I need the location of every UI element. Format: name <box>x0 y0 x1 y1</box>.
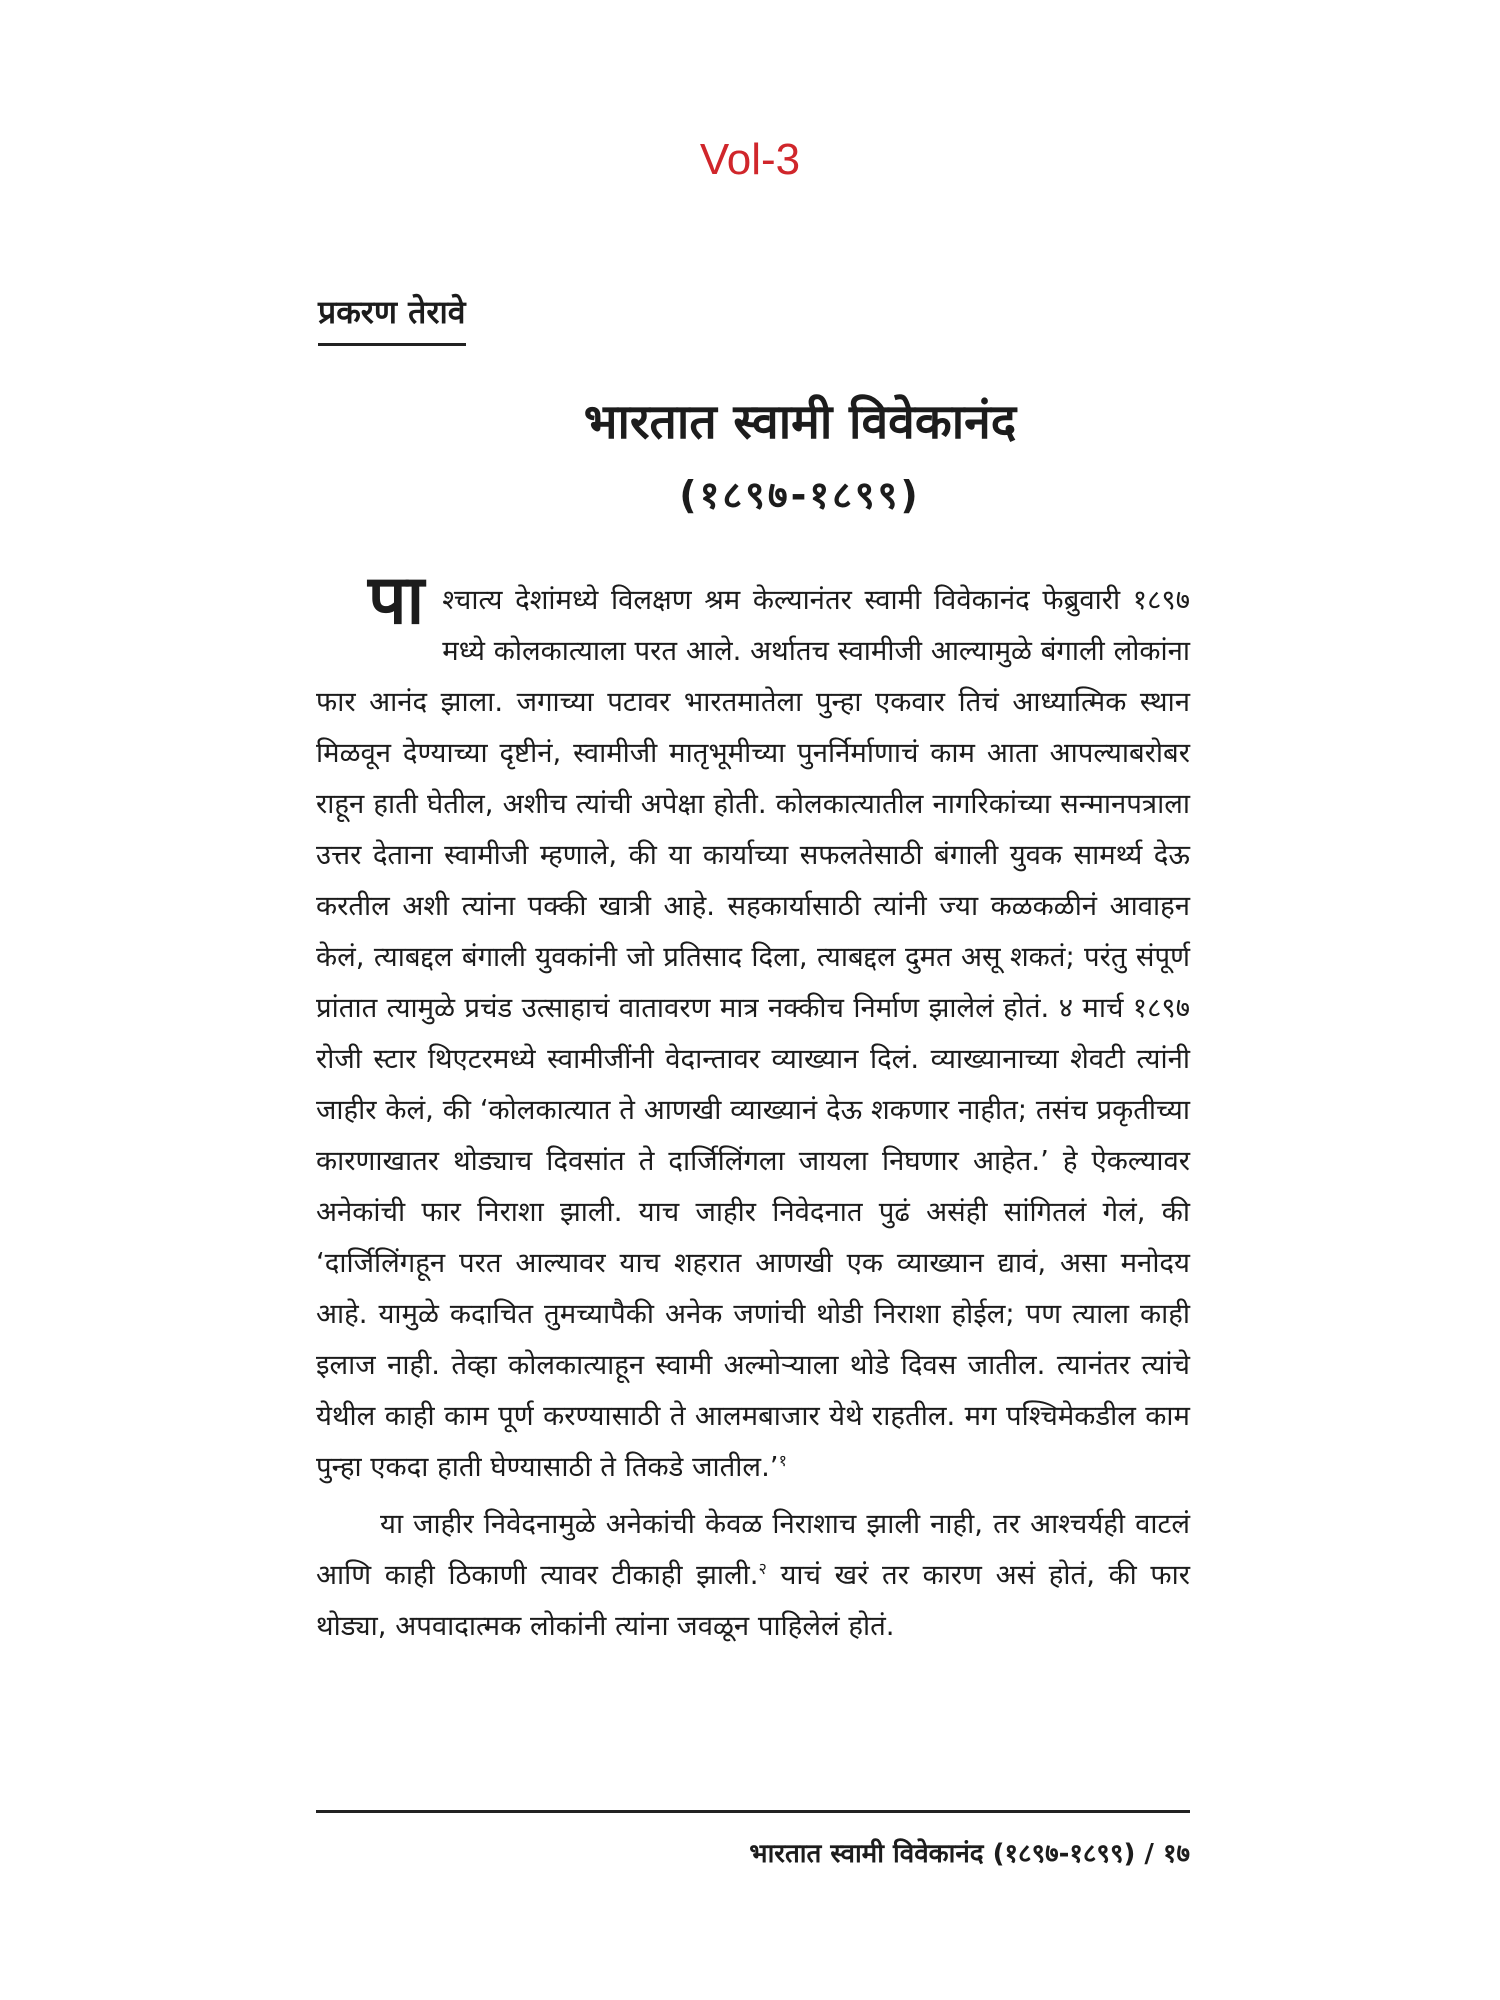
chapter-title: भारतात स्वामी विवेकानंद <box>583 394 1017 450</box>
chapter-label: प्रकरण तेरावे <box>318 290 466 346</box>
paragraph-2-text-b: याचं खरं तर कारण असं होतं, की फार थोड्या, अपवादात्मक लोकांनी त्यांना जवळून पाहिलेलं होतं. <box>316 1559 1191 1642</box>
footnote-marker-1: १ <box>778 1450 787 1470</box>
body-text <box>316 561 1191 1652</box>
running-footer: भारतात स्वामी विवेकानंद (१८९७-१८९९) / १७ <box>749 1839 1190 1869</box>
paragraph-1-text: श्चात्य देशांमध्ये विलक्षण श्रम केल्यानंतर स्वामी विवेकानंद फेब्रुवारी १८९७ मध्ये कोलकात्याला परत आले. अर्थातच स्वामीजी आल्यामुळे बंगाली लोकांना फार आनंद झाला. जगाच्या पटावर भारतमातेला पुन्हा एकवार तिचं आध्यात्मिक स्थान मिळवून देण्याच्या दृष्टीनं, स्वामीजी मातृभूमीच्या पुनर्निर्माणाचं काम आता आपल्याबरोबर राहून हाती घेतील, अशीच त्यांची अपेक्षा होती. कोलकात्यातील नागरिकांच्या सन्मानपत्राला उत्तर देताना स्वामीजी म्हणाले, की या कार्याच्या सफलतेसाठी बंगाली युवक सामर्थ्य देऊ करतील अशी त्यांना पक्की खात्री आहे. सहकार्यासाठी त्यांनी ज्या कळकळीनं आवाहन केलं, त्याबद्दल बंगाली युवकांनी जो प्रतिसाद दिला, त्याबद्दल दुमत असू शकतं; परंतु संपूर्ण प्रांतात त्यामुळे प्रचंड उत्साहाचं वातावरण मात्र नक्कीच निर्माण झालेलं होतं. ४ मार्च १८९७ रोजी स्टार थिएटरमध्ये स्वामीजींनी वेदान्तावर व्याख्यान दिलं. व्याख्यानाच्या शेवटी त्यांनी जाहीर केलं, की ‘कोलकात्यात ते आणखी व्याख्यानं देऊ शकणार नाहीत; तसंच प्रकृतीच्या कारणाखातर थोड्याच दिवसांत ते दार्जिलिंगला जायला निघणार आहेत.’ हे ऐकल्यावर अनेकांची फार निराशा झाली. याच जाहीर निवेदनात पुढं असंही सांगितलं गेलं, की ‘दार्जिलिंगहून परत आल्यावर याच शहरात आणखी एक व्याख्यान द्यावं, असा मनोदय आहे. यामुळे कदाचित तुमच्यापैकी अनेक जणांची थोडी निराशा होईल; पण त्याला काही इलाज नाही. तेव्हा कोलकात्याहून स्वामी अल्मोऱ्याला थोडे दिवस जातील. त्यानंतर त्यांचे येथील काही काम पूर्ण करण्यासाठी ते आलमबाजार येथे राहतील. मग पश्चिमेकडील काम पुन्हा एकदा हाती घेण्यासाठी ते तिकडे जातील.’ <box>316 584 1190 1483</box>
paragraph-1 <box>316 561 1190 1493</box>
footnote-marker-2: २ <box>758 1558 767 1578</box>
paragraph-2 <box>316 1499 1190 1652</box>
volume-label: Vol-3 <box>699 135 801 184</box>
chapter-years: (१८९७-१८९९) <box>679 473 921 517</box>
footer-divider <box>316 1810 1190 1813</box>
dropcap: पा <box>368 561 425 640</box>
paragraph-2-text-a: या जाहीर निवेदनामुळे अनेकांची केवळ निराशाच झाली नाही, तर आश्चर्यही वाटलं आणि काही ठिकाणी त्यावर टीकाही झाली. <box>316 1508 1190 1591</box>
